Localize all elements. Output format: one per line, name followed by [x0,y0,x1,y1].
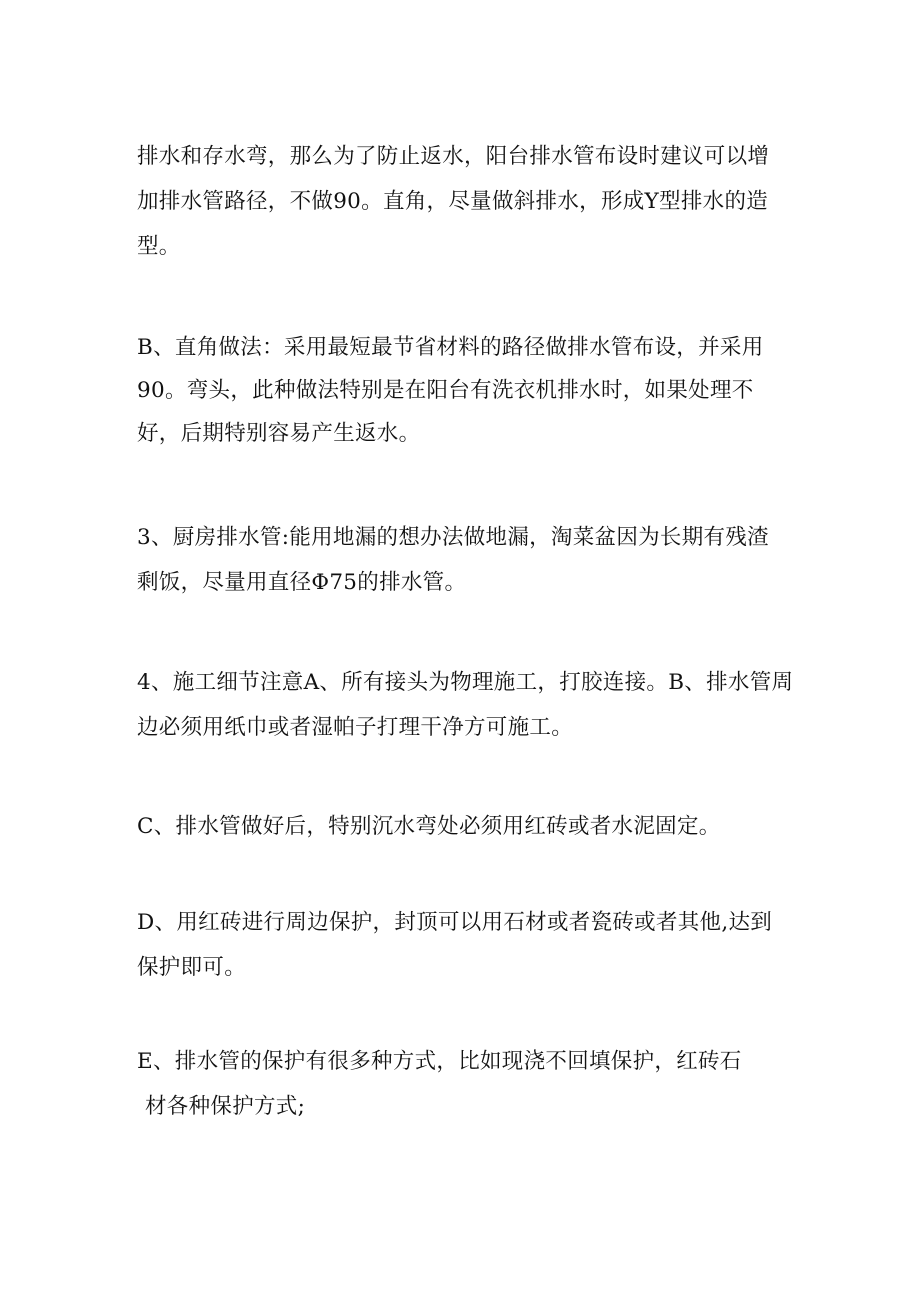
paragraph-item-c [137,804,797,849]
text-line: 4、施工细节注意A、所有接头为物理施工，打胶连接。B、排水管周 [137,670,794,695]
text-line: 剩饭，尽量用直径Φ75的排水管。 [137,570,467,595]
paragraph-right-angle-method [137,326,797,455]
text-line: 型。 [137,234,181,259]
text-line: 保护即可。 [137,955,247,980]
paragraph-construction-details [137,660,797,750]
text-line: C、排水管做好后，特别沉水弯处必须用红砖或者水泥固定。 [137,814,721,839]
paragraph-balcony-drain [137,134,797,269]
text-line: 3、厨房排水管:能用地漏的想办法做地漏，淘菜盆因为长期有残渣 [137,525,769,550]
text-line: 排水和存水弯，那么为了防止返水，阳台排水管布设时建议可以增 [137,144,770,169]
text-line: 材各种保护方式; [145,1094,306,1119]
text-line: 边必须用纸巾或者湿帕子打理干净方可施工。 [137,715,574,740]
text-line: E、排水管的保护有很多种方式，比如现浇不回填保护，红砖石 [137,1049,742,1074]
paragraph-item-d [137,900,797,990]
paragraph-kitchen-drain [137,515,797,605]
paragraph-item-e [137,1039,797,1129]
text-line: B、直角做法：采用最短最节省材料的路径做排水管布设，并采用 [137,335,764,360]
text-line: 好，后期特别容易产生返水。 [137,421,421,446]
text-line: D、用红砖进行周边保护，封顶可以用石材或者瓷砖或者其他,达到 [137,910,773,935]
text-line: 90。弯头，此种做法特别是在阳台有洗衣机排水时，如果处理不 [137,378,754,403]
text-line: 加排水管路径，不做90。直角，尽量做斜排水，形成Y型排水的造 [137,189,769,214]
